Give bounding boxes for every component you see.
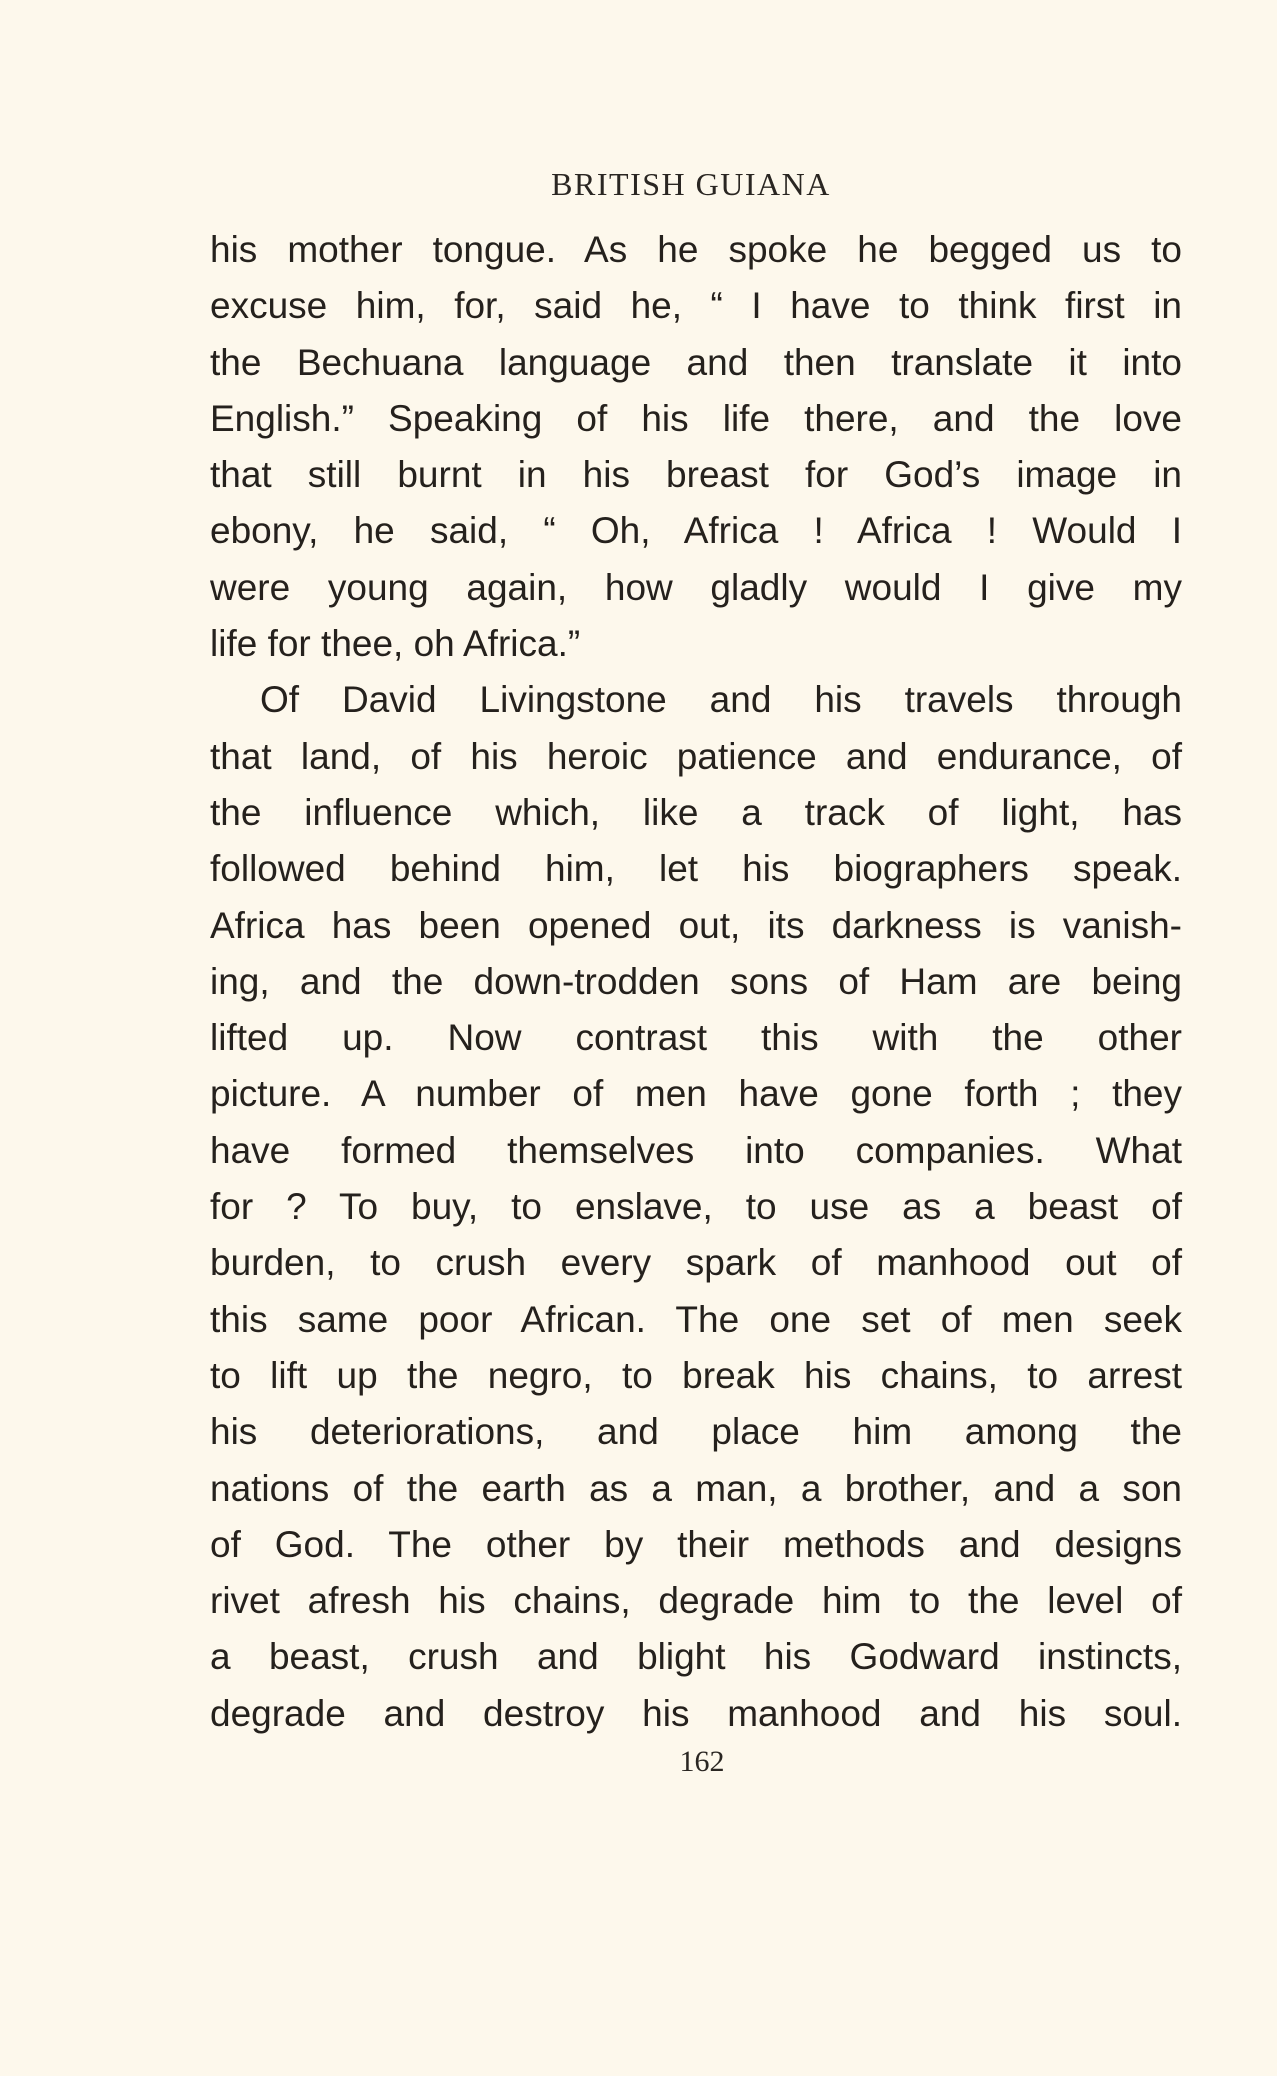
text-line: Africa has been opened out, its darkness is vanish- <box>210 904 1182 946</box>
text-line: a beast, crush and blight his Godward instincts, <box>210 1636 1182 1678</box>
text-line: degrade and destroy his manhood and his soul. <box>210 1692 1182 1734</box>
text-line: his mother tongue. As he spoke he begged us to <box>210 229 1182 270</box>
text-line: life for thee, oh Africa.” <box>210 623 581 665</box>
text-line: that land, of his heroic patience and endurance, of <box>210 735 1182 777</box>
text-line: for ? To buy, to enslave, to use as a beast of <box>210 1186 1182 1228</box>
text-line: to lift up the negro, to break his chains, to arrest <box>210 1354 1182 1396</box>
text-line: ebony, he said, “ Oh, Africa ! Africa ! Would I <box>210 510 1182 552</box>
text-line: excuse him, for, said he, “ I have to think first in <box>210 285 1182 327</box>
text-line: were young again, how gladly would I give my <box>210 566 1182 608</box>
text-line: burden, to crush every spark of manhood out of <box>210 1242 1182 1284</box>
text-line: the Bechuana language and then translate it into <box>210 341 1182 383</box>
text-line: picture. A number of men have gone forth ; they <box>210 1073 1182 1115</box>
text-line: this same poor African. The one set of men seek <box>210 1298 1182 1340</box>
text-line: that still burnt in his breast for God’s image in <box>210 454 1182 496</box>
text-line: the influence which, like a track of light, has <box>210 791 1182 833</box>
text-line: Of David Livingstone and his travels through <box>260 679 1182 721</box>
text-line: English.” Speaking of his life there, and the love <box>210 397 1182 439</box>
text-line: of God. The other by their methods and designs <box>210 1523 1182 1565</box>
text-line: his deteriorations, and place him among the <box>210 1411 1182 1453</box>
page-number: 162 <box>679 1745 725 1778</box>
text-line: nations of the earth as a man, a brother, and a son <box>210 1467 1182 1509</box>
text-line: lifted up. Now contrast this with the other <box>210 1017 1182 1059</box>
text-line: followed behind him, let his biographers speak. <box>210 848 1182 890</box>
body-text <box>210 222 1182 1742</box>
text-line: ing, and the down-trodden sons of Ham are being <box>210 960 1182 1002</box>
text-line: rivet afresh his chains, degrade him to the level of <box>210 1580 1182 1622</box>
text-line: have formed themselves into companies. What <box>210 1129 1182 1171</box>
running-head: BRITISH GUIANA <box>551 166 831 202</box>
